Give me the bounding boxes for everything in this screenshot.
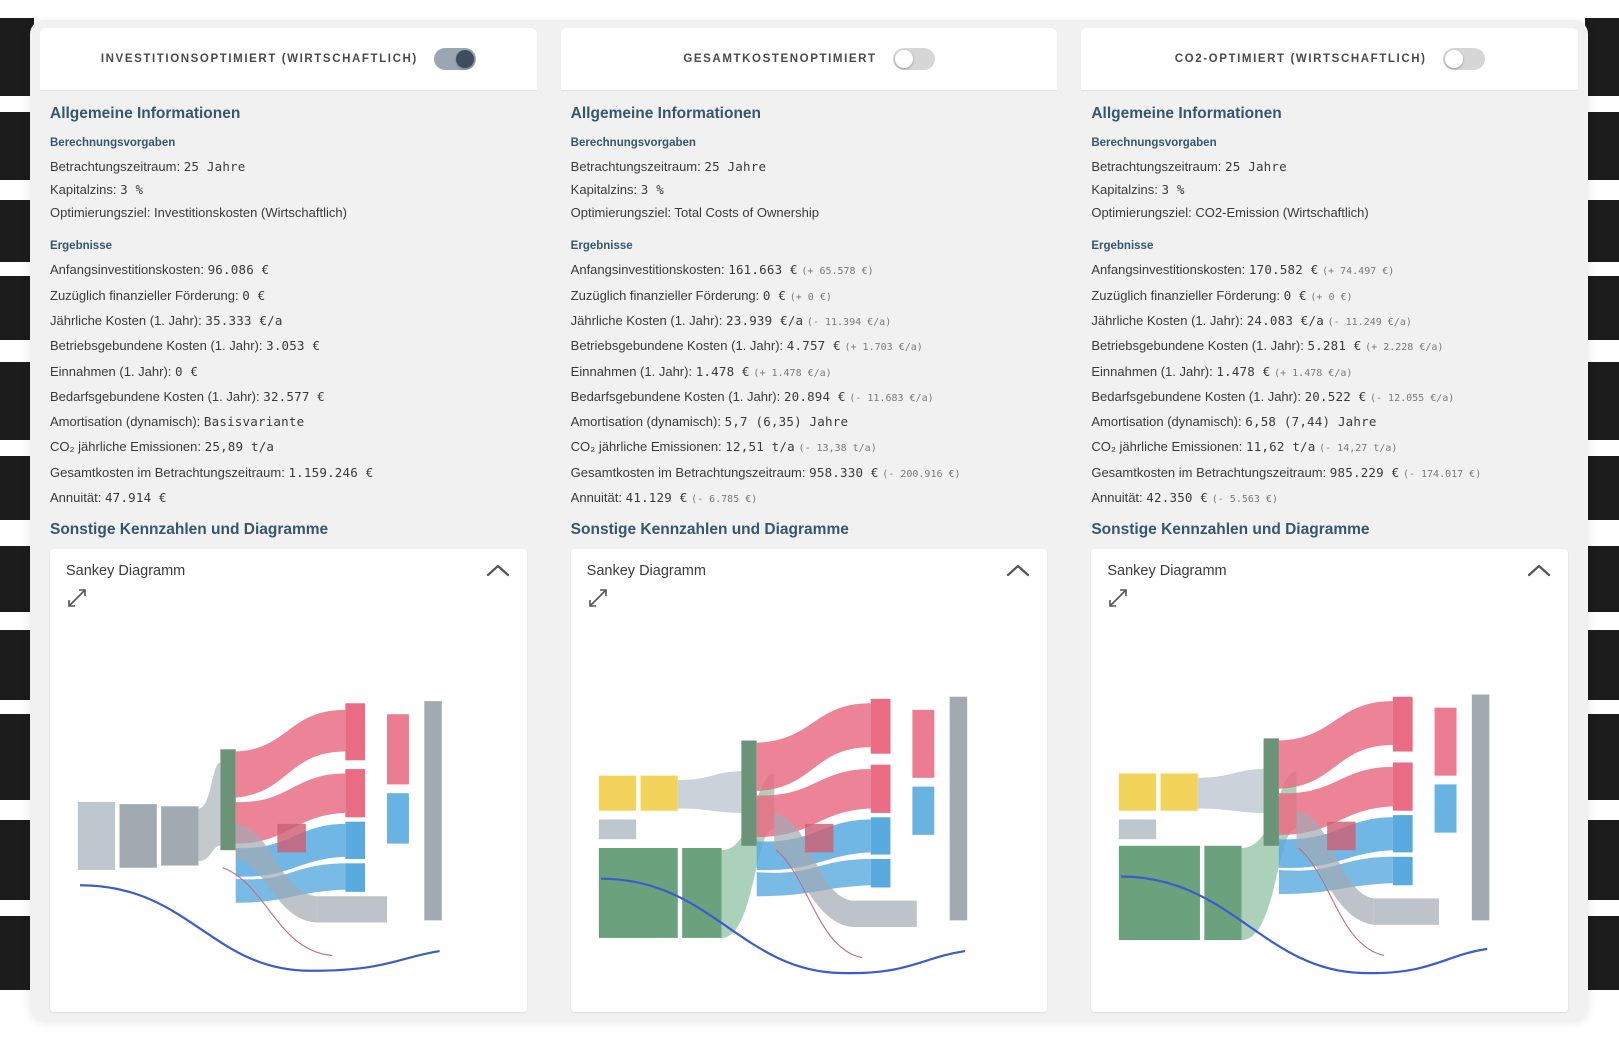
result-row <box>1091 486 1568 511</box>
result-row <box>50 435 527 460</box>
result-row <box>571 284 1048 309</box>
result-label: Einnahmen (1. Jahr): <box>570 363 693 379</box>
variant-toggle[interactable] <box>893 48 935 70</box>
variant-column-gesamtkostenoptimiert <box>561 28 1058 1012</box>
section-title: Allgemeine Informationen <box>570 104 762 122</box>
info-row <box>571 201 1048 224</box>
result-value: 42.350 € <box>1146 490 1209 506</box>
result-row <box>50 334 527 359</box>
result-value: 161.663 € <box>728 262 798 278</box>
info-row <box>1091 201 1568 224</box>
result-row <box>1091 284 1568 309</box>
result-value: 35.333 €/a <box>205 312 283 328</box>
info-label: Kapitalzins: <box>50 181 117 197</box>
result-row <box>50 486 527 511</box>
result-value: 0 € <box>175 363 199 379</box>
result-value: 20.894 € <box>783 388 846 404</box>
result-value: 6,58 (7,44) Jahre <box>1245 414 1377 430</box>
result-value: 0 € <box>1283 287 1307 303</box>
info-value: 25 Jahre <box>704 158 767 174</box>
result-delta: (+ 2.228 €/a) <box>1365 342 1444 354</box>
result-delta: (- 12.055 €/a) <box>1370 392 1455 404</box>
result-delta: (- 5.563 €) <box>1211 494 1278 506</box>
result-label: Annuität: <box>570 490 622 506</box>
result-delta: (- 200.916 €) <box>882 468 961 480</box>
kennzahlen-title: Sonstige Kennzahlen und Diagramme <box>50 521 329 539</box>
result-row <box>571 360 1048 385</box>
sankey-card <box>571 549 1048 1012</box>
info-row <box>571 155 1048 178</box>
result-row <box>571 385 1048 410</box>
result-row <box>571 309 1048 334</box>
result-label: Jährliche Kosten (1. Jahr): <box>1091 312 1244 328</box>
result-delta: (+ 0 €) <box>1310 291 1353 303</box>
result-value: 32.577 € <box>263 388 326 404</box>
result-value: 47.914 € <box>104 490 167 506</box>
result-label: CO₂ jährliche Emissionen: <box>1091 439 1243 455</box>
column-title: INVESTITIONSOPTIMIERT (WIRTSCHAFTLICH) <box>100 52 418 65</box>
result-row <box>571 486 1048 511</box>
result-label: Gesamtkosten im Betrachtungszeitraum: <box>570 464 806 480</box>
info-label: Kapitalzins: <box>1091 181 1158 197</box>
result-value: 4.757 € <box>786 338 841 354</box>
expand-arrows-icon[interactable] <box>1091 583 1568 609</box>
sankey-card-title: Sankey Diagramm <box>586 563 706 580</box>
subsection-berechnungsvorgaben: Berechnungsvorgaben <box>1091 136 1217 149</box>
result-value: 1.159.246 € <box>288 464 374 480</box>
result-value: 985.229 € <box>1329 464 1400 480</box>
toggle-knob <box>456 50 474 68</box>
column-title: GESAMTKOSTENOPTIMIERT <box>683 52 877 65</box>
right-edge-strip <box>1585 0 1619 1041</box>
expand-arrows-icon[interactable] <box>50 583 527 609</box>
sankey-card <box>1091 549 1568 1012</box>
info-row <box>1091 178 1568 201</box>
result-delta: (- 11.683 €/a) <box>849 392 934 404</box>
sankey-card-header <box>1091 549 1568 583</box>
result-delta: (+ 0 €) <box>789 291 832 303</box>
result-row <box>50 309 527 334</box>
result-label: Zuzüglich finanzieller Förderung: <box>1091 287 1280 303</box>
sankey-diagram[interactable] <box>571 609 1048 1012</box>
toggle-knob <box>1445 50 1463 68</box>
result-label: Jährliche Kosten (1. Jahr): <box>50 312 202 328</box>
result-value: 41.129 € <box>625 490 688 506</box>
result-row <box>50 258 527 283</box>
info-value: 3 % <box>120 181 144 197</box>
result-label: Gesamtkosten im Betrachtungszeitraum: <box>50 464 285 480</box>
info-row <box>50 155 527 178</box>
info-label: Betrachtungszeitraum: <box>570 158 701 174</box>
result-value: 25,89 t/a <box>204 439 275 455</box>
sankey-card-title: Sankey Diagramm <box>1107 563 1227 580</box>
result-delta: (+ 1.478 €/a) <box>1274 367 1353 379</box>
result-value: 1.478 € <box>695 363 750 379</box>
result-row <box>50 385 527 410</box>
subsection-ergebnisse: Ergebnisse <box>1091 240 1154 253</box>
result-value: Basisvariante <box>203 414 305 430</box>
result-label: CO₂ jährliche Emissionen: <box>570 439 722 455</box>
result-row <box>571 334 1048 359</box>
result-row <box>50 410 527 435</box>
variant-toggle[interactable] <box>434 48 476 70</box>
sankey-card-header <box>571 549 1048 583</box>
sankey-card-title: Sankey Diagramm <box>66 563 186 580</box>
result-label: Annuität: <box>1091 490 1143 506</box>
sankey-card-header <box>50 549 527 583</box>
result-row <box>50 284 527 309</box>
result-label: Amortisation (dynamisch): <box>1091 414 1242 430</box>
result-value: 96.086 € <box>207 262 270 278</box>
result-label: Annuität: <box>50 490 102 506</box>
result-value: 5,7 (6,35) Jahre <box>724 414 849 430</box>
result-value: 20.522 € <box>1304 388 1367 404</box>
result-row <box>1091 360 1568 385</box>
info-label: Betrachtungszeitraum: <box>50 158 181 174</box>
sankey-diagram[interactable] <box>50 609 527 1012</box>
left-edge-strip <box>0 0 34 1041</box>
result-value: 5.281 € <box>1307 338 1362 354</box>
info-label: Optimierungsziel: Total Costs of Ownership <box>570 205 819 221</box>
info-label: Kapitalzins: <box>570 181 638 197</box>
result-label: CO₂ jährliche Emissionen: <box>50 439 201 455</box>
chevron-up-icon[interactable] <box>485 563 511 579</box>
info-row <box>1091 155 1568 178</box>
result-delta: (- 11.394 €/a) <box>806 316 892 328</box>
result-label: Jährliche Kosten (1. Jahr): <box>570 312 723 328</box>
result-delta: (- 174.017 €) <box>1402 468 1482 480</box>
result-delta: (- 13,38 t/a) <box>798 443 877 455</box>
result-label: Einnahmen (1. Jahr): <box>1091 363 1213 379</box>
column-title: CO2-OPTIMIERT (WIRTSCHAFTLICH) <box>1174 52 1427 65</box>
subsection-berechnungsvorgaben: Berechnungsvorgaben <box>570 136 696 149</box>
result-label: Einnahmen (1. Jahr): <box>50 363 172 379</box>
result-row <box>571 410 1048 435</box>
result-label: Zuzüglich finanzieller Förderung: <box>570 287 760 303</box>
result-label: Amortisation (dynamisch): <box>570 414 721 430</box>
subsection-ergebnisse: Ergebnisse <box>50 240 112 253</box>
result-delta: (- 6.785 €) <box>691 494 758 506</box>
sankey-diagram[interactable] <box>1091 609 1568 1012</box>
result-row <box>1091 410 1568 435</box>
result-value: 0 € <box>762 287 787 303</box>
toggle-knob <box>895 50 913 68</box>
result-row <box>571 461 1048 486</box>
chevron-up-icon[interactable] <box>1005 563 1031 579</box>
result-delta: (+ 1.703 €/a) <box>844 342 923 354</box>
chevron-up-icon[interactable] <box>1526 563 1552 579</box>
column-body <box>1081 91 1578 1012</box>
info-label: Betrachtungszeitraum: <box>1091 158 1222 174</box>
result-label: Gesamtkosten im Betrachtungszeitraum: <box>1091 464 1327 480</box>
result-delta: (- 11.249 €/a) <box>1327 316 1412 328</box>
result-label: Zuzüglich finanzieller Förderung: <box>50 287 239 303</box>
kennzahlen-title: Sonstige Kennzahlen und Diagramme <box>570 521 849 539</box>
result-value: 958.330 € <box>809 464 879 480</box>
comparison-panel <box>30 20 1588 1020</box>
result-label: Bedarfsgebundene Kosten (1. Jahr): <box>570 388 781 404</box>
result-row <box>571 258 1048 283</box>
result-delta: (- 14,27 t/a) <box>1319 443 1398 455</box>
section-title: Allgemeine Informationen <box>1091 104 1282 122</box>
info-row <box>50 178 527 201</box>
result-row <box>1091 334 1568 359</box>
result-label: Betriebsgebundene Kosten (1. Jahr): <box>1091 338 1304 354</box>
result-value: 170.582 € <box>1248 262 1319 278</box>
result-value: 24.083 €/a <box>1246 312 1324 328</box>
result-value: 0 € <box>242 287 266 303</box>
result-row <box>1091 435 1568 460</box>
info-label: Optimierungsziel: CO2-Emission (Wirtschaftlich) <box>1091 205 1369 221</box>
variant-column-co2-optimiert <box>1081 28 1578 1012</box>
result-row <box>1091 258 1568 283</box>
kennzahlen-title: Sonstige Kennzahlen und Diagramme <box>1091 521 1370 539</box>
section-title: Allgemeine Informationen <box>50 104 241 122</box>
result-value: 3.053 € <box>266 338 321 354</box>
info-label: Optimierungsziel: Investitionskosten (Wirtschaftlich) <box>50 205 347 221</box>
variant-column-investitionsoptimiert <box>40 28 537 1012</box>
expand-arrows-icon[interactable] <box>571 583 1048 609</box>
result-value: 11,62 t/a <box>1245 439 1316 455</box>
result-row <box>50 360 527 385</box>
info-row <box>50 201 527 224</box>
result-delta: (+ 65.578 €) <box>801 266 874 278</box>
result-row <box>1091 385 1568 410</box>
subsection-berechnungsvorgaben: Berechnungsvorgaben <box>50 136 176 149</box>
info-value: 3 % <box>640 181 664 197</box>
result-delta: (+ 74.497 €) <box>1322 266 1395 278</box>
result-row <box>571 435 1048 460</box>
column-body <box>561 91 1058 1012</box>
info-value: 25 Jahre <box>1225 158 1287 174</box>
info-row <box>571 178 1048 201</box>
subsection-ergebnisse: Ergebnisse <box>570 240 633 253</box>
result-label: Anfangsinvestitionskosten: <box>50 262 204 278</box>
result-label: Amortisation (dynamisch): <box>50 414 201 430</box>
result-value: 1.478 € <box>1216 363 1271 379</box>
result-row <box>50 461 527 486</box>
info-value: 25 Jahre <box>183 158 246 174</box>
result-label: Bedarfsgebundene Kosten (1. Jahr): <box>50 388 260 404</box>
result-row <box>1091 309 1568 334</box>
result-value: 23.939 €/a <box>726 312 804 328</box>
column-header <box>1081 28 1578 91</box>
result-label: Bedarfsgebundene Kosten (1. Jahr): <box>1091 388 1301 404</box>
result-label: Betriebsgebundene Kosten (1. Jahr): <box>570 338 784 354</box>
result-label: Anfangsinvestitionskosten: <box>570 262 725 278</box>
sankey-card <box>50 549 527 1012</box>
column-body <box>40 91 537 1012</box>
column-header <box>561 28 1058 91</box>
result-value: 12,51 t/a <box>725 439 795 455</box>
info-value: 3 % <box>1161 181 1185 197</box>
variant-toggle[interactable] <box>1443 48 1485 70</box>
result-label: Betriebsgebundene Kosten (1. Jahr): <box>50 338 263 354</box>
result-label: Anfangsinvestitionskosten: <box>1091 262 1246 278</box>
column-header <box>40 28 537 91</box>
result-delta: (+ 1.478 €/a) <box>753 367 832 379</box>
result-row <box>1091 461 1568 486</box>
